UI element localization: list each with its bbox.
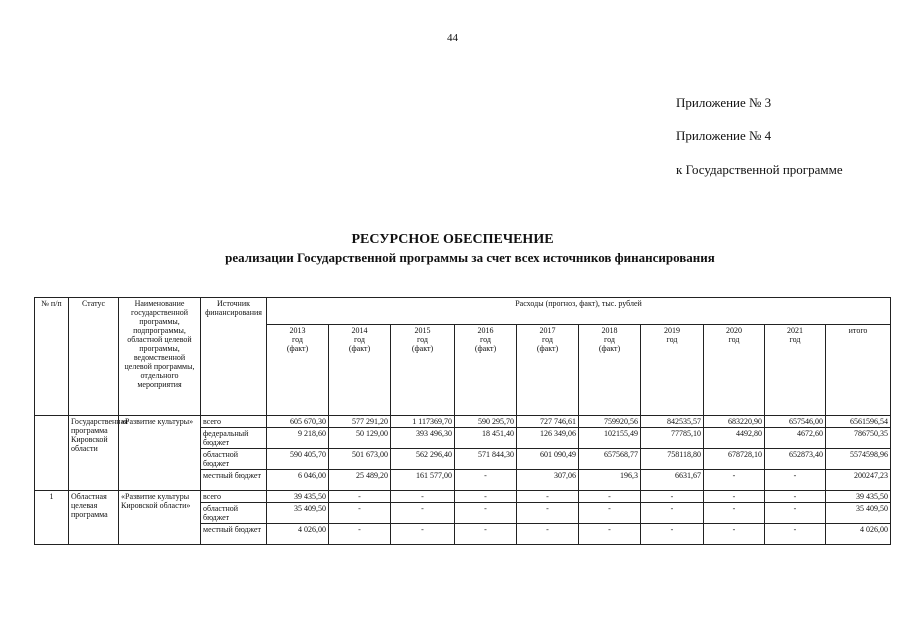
row-value-cell: 601 090,49 bbox=[517, 449, 579, 470]
year-header bbox=[391, 325, 455, 416]
year-header-note: (факт) bbox=[536, 344, 559, 353]
row-value-cell: 39 435,50 bbox=[826, 491, 891, 503]
row-value-cell: 4492,80 bbox=[704, 428, 765, 449]
row-value-cell: 18 451,40 bbox=[455, 428, 517, 449]
year-header-unit: год bbox=[480, 335, 491, 344]
row-value-cell: 590 295,70 bbox=[455, 416, 517, 428]
row-funding-source: местный бюджет bbox=[201, 524, 267, 545]
row-value-cell: - bbox=[704, 503, 765, 524]
year-header-year: 2014 bbox=[351, 326, 368, 335]
year-header-unit: год bbox=[292, 335, 303, 344]
row-value-cell: 50 129,00 bbox=[329, 428, 391, 449]
row-value-cell: - bbox=[517, 491, 579, 503]
table-row bbox=[35, 416, 891, 428]
row-value-cell: 161 577,00 bbox=[391, 470, 455, 491]
row-value-cell: 758118,80 bbox=[641, 449, 704, 470]
row-value-cell: 678728,10 bbox=[704, 449, 765, 470]
row-value-cell: 393 496,30 bbox=[391, 428, 455, 449]
row-number: 1 bbox=[35, 491, 69, 545]
year-header-year: 2021 bbox=[787, 326, 803, 335]
year-header-note: (факт) bbox=[286, 344, 309, 353]
year-header-unit: год bbox=[666, 335, 678, 344]
table-row bbox=[35, 491, 891, 503]
row-value-cell: 6631,67 bbox=[641, 470, 704, 491]
row-program-name: «Развитие культуры» bbox=[119, 416, 201, 491]
row-value-cell: 571 844,30 bbox=[455, 449, 517, 470]
row-value-cell: 35 409,50 bbox=[267, 503, 329, 524]
row-value-cell: - bbox=[641, 491, 704, 503]
year-header bbox=[517, 325, 579, 416]
row-value-cell: - bbox=[704, 491, 765, 503]
row-value-cell: 577 291,20 bbox=[329, 416, 391, 428]
year-header-note: (факт) bbox=[348, 344, 371, 353]
row-funding-source: всего bbox=[201, 491, 267, 503]
row-value-cell: - bbox=[641, 503, 704, 524]
row-value-cell: 6561596,54 bbox=[826, 416, 891, 428]
row-funding-source: местный бюджет bbox=[201, 470, 267, 491]
appendix-line-3: к Государственной программе bbox=[676, 162, 843, 177]
row-funding-source: областной бюджет bbox=[201, 449, 267, 470]
row-value-cell: 77785,10 bbox=[641, 428, 704, 449]
row-value-cell: - bbox=[704, 470, 765, 491]
row-value-cell: - bbox=[455, 503, 517, 524]
header-num: № п/п bbox=[35, 298, 69, 416]
table-body bbox=[35, 416, 891, 545]
row-value-cell: - bbox=[455, 524, 517, 545]
row-value-cell: 683220,90 bbox=[704, 416, 765, 428]
year-header-unit: год bbox=[728, 335, 740, 344]
year-header bbox=[704, 325, 765, 416]
row-value-cell: 4 026,00 bbox=[267, 524, 329, 545]
year-header-note: (факт) bbox=[474, 344, 497, 353]
row-value-cell: 25 489,20 bbox=[329, 470, 391, 491]
row-funding-source: всего bbox=[201, 416, 267, 428]
header-expenses: Расходы (прогноз, факт), тыс. рублей bbox=[267, 298, 891, 325]
row-value-cell: - bbox=[391, 491, 455, 503]
year-header-note: (факт) bbox=[598, 344, 621, 353]
row-value-cell: 4672,60 bbox=[765, 428, 826, 449]
row-value-cell: 657546,00 bbox=[765, 416, 826, 428]
row-value-cell: - bbox=[704, 524, 765, 545]
row-value-cell: 102155,49 bbox=[579, 428, 641, 449]
document-title: РЕСУРСНОЕ ОБЕСПЕЧЕНИЕ bbox=[351, 232, 554, 247]
year-header-unit: год bbox=[542, 335, 553, 344]
appendix-line-2: Приложение № 4 bbox=[676, 128, 772, 143]
year-header-unit: год bbox=[417, 335, 428, 344]
year-header-note: (факт) bbox=[411, 344, 434, 353]
header-name: Наименование государственной программы, подпрограммы, областной целевой программы, ведомственной целевой программы, отдельного мероприятия bbox=[119, 298, 201, 416]
row-number bbox=[35, 416, 69, 491]
year-header bbox=[455, 325, 517, 416]
row-value-cell: - bbox=[765, 503, 826, 524]
row-status: Областная целевая программа bbox=[69, 491, 119, 545]
year-header-year: 2013 bbox=[289, 326, 306, 335]
row-value-cell: - bbox=[391, 524, 455, 545]
row-value-cell: 200247,23 bbox=[826, 470, 891, 491]
row-program-name: «Развитие культуры Кировской области» bbox=[119, 491, 201, 545]
row-value-cell: - bbox=[455, 491, 517, 503]
year-header-unit: год bbox=[789, 335, 801, 344]
row-value-cell: - bbox=[579, 524, 641, 545]
year-header bbox=[267, 325, 329, 416]
row-value-cell: - bbox=[579, 503, 641, 524]
header-total: итого bbox=[826, 325, 891, 416]
row-value-cell: 6 046,00 bbox=[267, 470, 329, 491]
year-header-unit: год bbox=[354, 335, 365, 344]
row-value-cell: 842535,57 bbox=[641, 416, 704, 428]
row-value-cell: - bbox=[329, 491, 391, 503]
row-value-cell: - bbox=[329, 503, 391, 524]
row-value-cell: 590 405,70 bbox=[267, 449, 329, 470]
row-value-cell: - bbox=[455, 470, 517, 491]
resource-table bbox=[34, 297, 891, 545]
row-value-cell: 605 670,30 bbox=[267, 416, 329, 428]
row-value-cell: - bbox=[765, 524, 826, 545]
row-value-cell: - bbox=[517, 524, 579, 545]
document-subtitle: реализации Государственной программы за счет всех источников финансирования bbox=[225, 250, 715, 265]
row-funding-source: федеральный бюджет bbox=[201, 428, 267, 449]
year-header bbox=[329, 325, 391, 416]
row-value-cell: 657568,77 bbox=[579, 449, 641, 470]
row-value-cell: 307,06 bbox=[517, 470, 579, 491]
row-value-cell: - bbox=[765, 470, 826, 491]
row-value-cell: 759920,56 bbox=[579, 416, 641, 428]
row-value-cell: 9 218,60 bbox=[267, 428, 329, 449]
row-status: Государственная программа Кировской области bbox=[69, 416, 119, 491]
year-header bbox=[579, 325, 641, 416]
header-source: Источник финансирования bbox=[201, 298, 267, 416]
year-header-unit: год bbox=[604, 335, 615, 344]
year-header-year: 2017 bbox=[539, 326, 556, 335]
row-value-cell: - bbox=[641, 524, 704, 545]
year-header-year: 2018 bbox=[601, 326, 618, 335]
row-value-cell: 39 435,50 bbox=[267, 491, 329, 503]
row-value-cell: 35 409,50 bbox=[826, 503, 891, 524]
row-value-cell: 4 026,00 bbox=[826, 524, 891, 545]
row-value-cell: 652873,40 bbox=[765, 449, 826, 470]
appendix-line-1: Приложение № 3 bbox=[676, 95, 772, 110]
row-value-cell: 126 349,06 bbox=[517, 428, 579, 449]
table-header bbox=[35, 298, 891, 416]
row-value-cell: - bbox=[329, 524, 391, 545]
row-funding-source: областной бюджет bbox=[201, 503, 267, 524]
row-value-cell: 501 673,00 bbox=[329, 449, 391, 470]
year-header bbox=[641, 325, 704, 416]
page-number: 44 bbox=[447, 32, 458, 44]
year-header-year: 2019 bbox=[664, 326, 680, 335]
year-header-year: 2015 bbox=[414, 326, 431, 335]
row-value-cell: 196,3 bbox=[579, 470, 641, 491]
year-header bbox=[765, 325, 826, 416]
row-value-cell: 786750,35 bbox=[826, 428, 891, 449]
row-value-cell: - bbox=[391, 503, 455, 524]
year-header-year: 2016 bbox=[477, 326, 494, 335]
row-value-cell: 562 296,40 bbox=[391, 449, 455, 470]
row-value-cell: - bbox=[765, 491, 826, 503]
header-status: Статус bbox=[69, 298, 119, 416]
row-value-cell: 727 746,61 bbox=[517, 416, 579, 428]
year-header-year: 2020 bbox=[726, 326, 742, 335]
row-value-cell: 1 117369,70 bbox=[391, 416, 455, 428]
row-value-cell: - bbox=[517, 503, 579, 524]
row-value-cell: 5574598,96 bbox=[826, 449, 891, 470]
row-value-cell: - bbox=[579, 491, 641, 503]
